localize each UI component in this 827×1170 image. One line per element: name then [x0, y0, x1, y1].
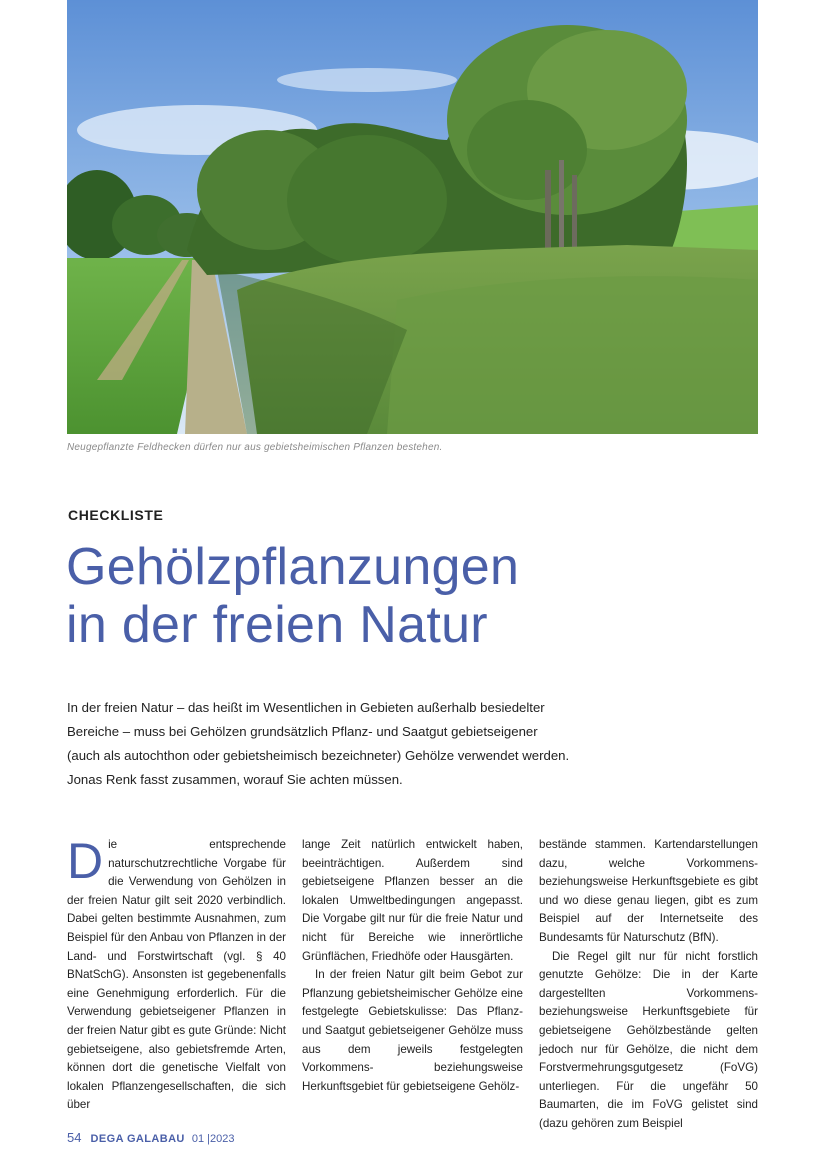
title-line-1: Gehölzpflanzungen	[66, 538, 520, 596]
drop-cap: D	[67, 833, 104, 889]
hedge-photo	[67, 0, 758, 434]
page-footer	[67, 1130, 234, 1145]
col3-paragraph-2: Die Regel gilt nur für nicht forstlich genutzte Gehölze: Die in der Karte dargestellten Vorkommens- beziehungsweise Herkunftsgebiete für gebietseigene Gehölzbestände gelten jedoch nur für Gehölze, die nicht dem Forstvermehrungsgutgesetz (FoVG) unterliegen. Für die ungefähr 50 Baumarten, die im FoVG gelistet sind (dazu gehören zum Beispiel	[539, 949, 758, 1130]
intro-line-2: Bereiche – muss bei Gehölzen grundsätzlich Pflanz- und Saatgut gebietseigener	[67, 724, 538, 739]
body-column-2	[302, 836, 523, 1096]
magazine-name: DEGA GALABAU	[90, 1133, 185, 1145]
body-column-1	[67, 833, 286, 1115]
body-column-3	[539, 836, 758, 1134]
section-kicker: CHECKLISTE	[68, 507, 164, 523]
issue-number: 01 |2023	[191, 1133, 235, 1145]
intro-line-3: (auch als autochthon oder gebietsheimisch bezeichneter) Gehölze verwendet werden.	[67, 748, 570, 763]
page-number: 54	[67, 1130, 82, 1145]
intro-line-1: In der freien Natur – das heißt im Wesentlichen in Gebieten außerhalb besiedelter	[67, 700, 545, 715]
col2-paragraph-1: lange Zeit natürlich entwickelt haben, beeinträchtigen. Außerdem sind gebietseigene Pflanzen besser an die lokalen Umweltbedingungen angepasst. Die Vorgabe gilt nur für die freie Natur und nicht für Bereiche wie innerörtliche Grünflächen, Friedhöfe oder Hausgärten.	[302, 838, 523, 963]
col3-paragraph-1: bestände stammen. Kartendarstellungen dazu, welche Vorkommens- beziehungsweise Herkunftsgebiete es gibt und wo diese genau liegen, gibt es zum Beispiel auf der Internetseite des Bundesamts für Naturschutz (BfN).	[539, 838, 758, 944]
intro-line-4: Jonas Renk fasst zusammen, worauf Sie achten müssen.	[67, 772, 403, 787]
col1-paragraph-1: ie entsprechende naturschutzrechtliche Vorgabe für die Verwendung von Gehölzen in der freien Natur gilt seit 2020 verbindlich. Dabei gelten bestimmte Ausnahmen, zum Beispiel für den Anbau von Pflanzen in der Land- und Forstwirtschaft (vgl. § 40 BNatSchG). Ansonsten ist gegebenenfalls eine Genehmigung erforderlich. Für die Verwendung gebietseigener Pflanzen in der freien Natur gibt es gute Gründe: Nicht gebietseigene, also gebietsfremde Arten, können dort die genetische Vielfalt von lokalen Pflanzengesellschaften, die sich über	[67, 838, 286, 1112]
title-line-2: in der freien Natur	[66, 596, 488, 654]
col2-paragraph-2: In der freien Natur gilt beim Gebot zur Pflanzung gebietsheimischer Gehölze eine festgelegte Gebietskulisse: Das Pflanz- und Saatgut gebietseigener Gehölze muss aus dem jeweils festgelegten Vorkommens- beziehungsweise Herkunftsgebiet für gebietseigene Gehölz-	[302, 968, 523, 1093]
photo-caption: Neugepflanzte Feldhecken dürfen nur aus gebietsheimischen Pflanzen bestehen.	[67, 442, 443, 453]
article-title	[66, 538, 766, 654]
article-intro	[67, 696, 667, 792]
